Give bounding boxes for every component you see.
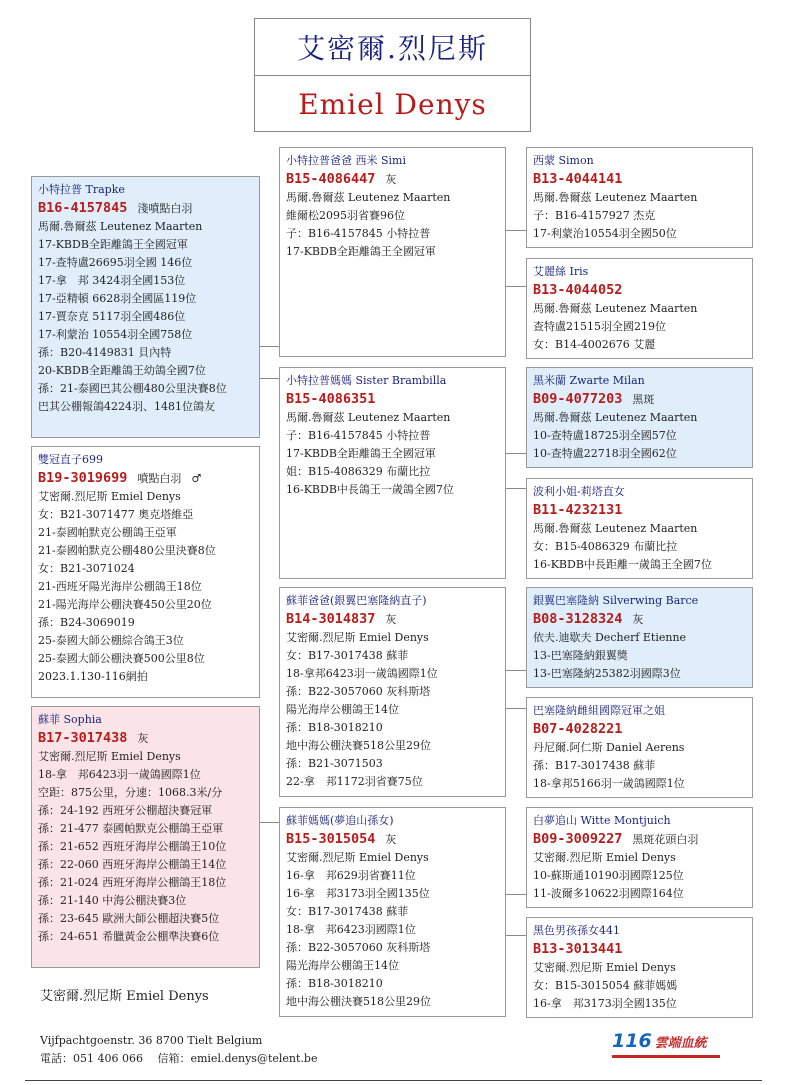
logo-text: 雲端血統 [654, 1036, 707, 1051]
info-line: 18-拿邦5166羽一歲鴿國際1位 [533, 777, 685, 790]
info-line: 孫：B22-3057060 灰科斯塔 [286, 941, 431, 954]
info-line: 艾密爾.烈尼斯 Emiel Denys [286, 851, 429, 864]
logo [612, 1030, 707, 1052]
info-line: 姐：B15-4086329 布蘭比拉 [286, 465, 431, 478]
bird-name: 小特拉普 Trapke [38, 183, 125, 196]
bird-name: 波利小姐-莉塔直女 [533, 485, 625, 498]
info-line: 21-泰國帕默克公棚480公里決賽8位 [38, 544, 216, 557]
bird-name: 小特拉普爸爸 西米 Simi [286, 154, 406, 167]
ring-line [38, 469, 253, 488]
title-box [254, 18, 531, 132]
bottom-rule [25, 1080, 762, 1081]
info-line: 女：B21-3071477 奧克塔維亞 [38, 508, 194, 521]
bird-name: 蘇菲媽媽(夢追山孫女) [286, 814, 394, 827]
dam-dam-dam-card [526, 917, 753, 1018]
info-line: 孫：21-024 西班牙海岸公棚鴿王18位 [38, 876, 227, 889]
ring-line [533, 501, 746, 520]
footer-contact [40, 1032, 317, 1068]
sire-sire-card [279, 147, 506, 357]
info-line: 16-拿 邦3173羽全國135位 [533, 997, 677, 1010]
connector-line [260, 378, 279, 379]
feather-color: 灰 [632, 613, 644, 626]
ring-line [533, 720, 746, 739]
info-line: 10-蘇斯通10190羽國際125位 [533, 869, 684, 882]
connector-line [506, 935, 526, 936]
title-english: Emiel Denys [298, 87, 487, 121]
info-line: 子：B16-4157845 小特拉普 [286, 227, 431, 240]
info-line: 25-泰國大師公棚決賽500公里8位 [38, 652, 205, 665]
bird-name: 蘇菲爸爸(銀翼巴塞隆納直子) [286, 594, 427, 607]
feather-color: 灰 [385, 173, 397, 186]
info-line: 陽光海岸公棚鴿王14位 [286, 959, 399, 972]
info-line: 11-波爾多10622羽國際164位 [533, 887, 684, 900]
info-line: 孫：24-651 希臘黃金公棚準決賽6位 [38, 930, 220, 943]
bird-name: 西蒙 Simon [533, 154, 594, 167]
feather-color: 淺噴點白羽 [137, 202, 193, 215]
connector-line [506, 453, 526, 454]
feather-color: 灰 [385, 613, 397, 626]
info-line: 艾密爾.烈尼斯 Emiel Denys [533, 851, 676, 864]
connector-line [506, 230, 526, 231]
connector-line [260, 822, 279, 823]
info-line: 20-KBDB全距離鴿王幼鴿全國7位 [38, 364, 206, 377]
info-line: 孫：B17-3017438 蘇菲 [533, 759, 656, 772]
info-line: 17-賈奈克 5117羽全國486位 [38, 310, 186, 323]
info-line: 丹尼爾.阿仁斯 Daniel Aerens [533, 741, 685, 754]
info-line: 孫：B22-3057060 灰科斯塔 [286, 685, 431, 698]
info-line: 孫：B20-4149831 貝內特 [38, 346, 172, 359]
info-line: 依夫.迪歇夫 Decherf Etienne [533, 631, 687, 644]
info-line: 13-巴塞隆納銀翼獎 [533, 649, 628, 662]
info-line: 馬爾.魯爾茲 Leutenez Maarten [533, 522, 698, 535]
info-line: 10-查特盧22718羽全國62位 [533, 447, 677, 460]
info-line: 孫：22-060 西班牙海岸公棚鴿王14位 [38, 858, 227, 871]
info-line: 陽光海岸公棚鴿王14位 [286, 703, 399, 716]
info-line: 17-亞精頓 6628羽全國區119位 [38, 292, 197, 305]
info-line: 孫：B18-3018210 [286, 977, 383, 990]
dam-sire-dam-card [526, 697, 753, 798]
info-line: 馬爾.魯爾茲 Leutenez Maarten [286, 191, 451, 204]
title-chinese: 艾密爾.烈尼斯 [255, 19, 530, 76]
info-line: 17-KBDB全距離鴿王全國冠軍 [38, 238, 188, 251]
bird-name: 蘇菲 Sophia [38, 713, 102, 726]
info-line: 孫：B21-3071503 [286, 757, 383, 770]
info-line: 艾密爾.烈尼斯 Emiel Denys [38, 750, 181, 763]
info-line: 17-利蒙治 10554羽全國758位 [38, 328, 193, 341]
ring-line [533, 390, 746, 409]
info-line: 艾密爾.烈尼斯 Emiel Denys [38, 490, 181, 503]
connector-line [506, 708, 526, 709]
info-line: 16-KBDB中長距離一歲鴿王全國7位 [533, 558, 712, 571]
ring-line [533, 610, 746, 629]
info-line: 孫：21-140 中海公棚決賽3位 [38, 894, 187, 907]
ring-number: B13-3013441 [533, 941, 623, 957]
info-line: 10-查特盧18725羽全國57位 [533, 429, 677, 442]
ring-number: B11-4232131 [533, 502, 623, 518]
info-line: 18-拿 邦6423羽國際1位 [286, 923, 416, 936]
feather-color: 噴點白羽 [137, 472, 182, 485]
info-line: 馬爾.魯爾茲 Leutenez Maarten [533, 411, 698, 424]
ring-line [38, 199, 253, 218]
info-line: 16-拿 邦3173羽全國135位 [286, 887, 430, 900]
sire-sire-sire-card [526, 147, 753, 248]
info-line: 查特盧21515羽全國219位 [533, 320, 666, 333]
info-line: 馬爾.魯爾茲 Leutenez Maarten [533, 191, 698, 204]
info-line: 17-KBDB全距離鴿王全國冠軍 [286, 447, 436, 460]
connector-line [260, 346, 279, 347]
info-line: 地中海公棚決賽518公里29位 [286, 739, 431, 752]
ring-number: B13-4044052 [533, 282, 623, 298]
info-line: 2023.1.130-116網拍 [38, 670, 148, 683]
info-line: 孫：23-645 歐洲大師公棚超決賽5位 [38, 912, 220, 925]
sire-sire-dam-card [526, 258, 753, 359]
ring-line [38, 729, 253, 748]
ring-line [533, 940, 746, 959]
info-line: 子：B16-4157845 小特拉普 [286, 429, 431, 442]
info-line: 女：B15-4086329 布蘭比拉 [533, 540, 678, 553]
info-line: 孫：21-652 西班牙海岸公棚鴿王10位 [38, 840, 227, 853]
ring-number: B19-3019699 [38, 470, 128, 486]
info-line: 馬爾.魯爾茲 Leutenez Maarten [533, 302, 698, 315]
ring-number: B09-3009227 [533, 831, 623, 847]
feather-color: 灰 [137, 732, 149, 745]
ring-number: B09-4077203 [533, 391, 623, 407]
dam-dam-sire-card [526, 807, 753, 908]
info-line: 艾密爾.烈尼斯 Emiel Denys [533, 961, 676, 974]
info-line: 孫：24-192 西班牙公棚超決賽冠軍 [38, 804, 213, 817]
ring-number: B13-4044141 [533, 171, 623, 187]
info-line: 馬爾.魯爾茲 Leutenez Maarten [286, 411, 451, 424]
info-line: 女：B21-3071024 [38, 562, 135, 575]
connector-line [506, 286, 526, 287]
connector-line [506, 670, 526, 671]
ring-line [533, 830, 746, 849]
bird-name: 黑色男孩孫女441 [533, 924, 620, 937]
info-line: 17-KBDB全距離鴿王全國冠軍 [286, 245, 436, 258]
feather-color: 黑斑 [632, 393, 655, 406]
info-line: 巴其公棚報鴿4224羽、1481位鴿友 [38, 400, 215, 413]
dam-dam-card [279, 807, 506, 1017]
ring-number: B07-4028221 [533, 721, 623, 737]
info-line: 空距：875公里，分速：1068.3米/分 [38, 786, 223, 799]
info-line: 子：B16-4157927 杰克 [533, 209, 656, 222]
bird-name: 銀翼巴塞隆納 Silverwing Barce [533, 594, 699, 607]
info-line: 21-陽光海岸公棚決賽450公里20位 [38, 598, 212, 611]
ring-number: B16-4157845 [38, 200, 128, 216]
info-line: 16-拿 邦629羽省賽11位 [286, 869, 416, 882]
connector-line [506, 894, 526, 895]
sire-dam-card [279, 367, 506, 579]
info-line: 馬爾.魯爾茲 Leutenez Maarten [38, 220, 203, 233]
bird-name: 艾麗絲 Iris [533, 265, 589, 278]
ring-number: B15-3015054 [286, 831, 376, 847]
info-line: 21-泰國帕默克公棚鴿王亞軍 [38, 526, 177, 539]
dam-sire-card [279, 587, 506, 797]
info-line: 16-KBDB中長鴿王一歲鴿全國7位 [286, 483, 454, 496]
sire-dam-dam-card [526, 478, 753, 579]
bird-name: 小特拉普媽媽 Sister Brambilla [286, 374, 447, 387]
ring-number: B14-3014837 [286, 611, 376, 627]
dam-card [31, 706, 260, 968]
feather-color: 灰 [385, 833, 397, 846]
info-line: 25-泰國大師公棚綜合鴿王3位 [38, 634, 184, 647]
sire-card [31, 176, 260, 438]
ring-number: B17-3017438 [38, 730, 128, 746]
info-line: 18-拿 邦6423羽一歲鴿國際1位 [38, 768, 201, 781]
info-line: 女：B14-4002676 艾麗 [533, 338, 656, 351]
sex-symbol: ♂ [191, 472, 202, 485]
ring-line [286, 610, 499, 629]
info-line: 維爾松2095羽省賽96位 [286, 209, 405, 222]
connector-line [506, 488, 526, 489]
info-line: 18-拿邦6423羽一歲鴿國際1位 [286, 667, 438, 680]
ring-line [533, 281, 746, 300]
ring-number: B08-3128324 [533, 611, 623, 627]
info-line: 女：B17-3017438 蘇菲 [286, 905, 409, 918]
info-line: 17-拿 邦 3424羽全國153位 [38, 274, 186, 287]
subject-card [31, 446, 260, 698]
feather-color: 黑斑花頭白羽 [632, 833, 699, 846]
dam-sire-sire-card [526, 587, 753, 688]
info-line: 17-利蒙治10554羽全國50位 [533, 227, 677, 240]
info-line: 孫：B24-3069019 [38, 616, 135, 629]
info-line: 17-查特盧26695羽全國 146位 [38, 256, 193, 269]
logo-number: 116 [612, 1030, 652, 1052]
info-line: 地中海公棚決賽518公里29位 [286, 995, 431, 1008]
info-line: 女：B17-3017438 蘇菲 [286, 649, 409, 662]
ring-line [533, 170, 746, 189]
info-line: 女：B15-3015054 蘇菲媽媽 [533, 979, 678, 992]
info-line: 21-西班牙陽光海岸公棚鴿王18位 [38, 580, 202, 593]
bird-name: 白夢追山 Witte Montjuich [533, 814, 671, 827]
logo-underline [612, 1055, 720, 1058]
footer-phone-email: 電話：051 406 066 信箱：emiel.denys@telent.be [40, 1052, 318, 1065]
footer-address: Vijfpachtgoenstr. 36 8700 Tielt Belgium [40, 1034, 263, 1047]
info-line: 孫：21-泰國巴其公棚480公里決賽8位 [38, 382, 227, 395]
sire-dam-sire-card [526, 367, 753, 468]
ring-number: B15-4086351 [286, 391, 376, 407]
ring-line [286, 830, 499, 849]
breeder-signature: 艾密爾.烈尼斯 Emiel Denys [40, 989, 209, 1004]
ring-line [286, 390, 499, 409]
info-line: 孫：B18-3018210 [286, 721, 383, 734]
info-line: 艾密爾.烈尼斯 Emiel Denys [286, 631, 429, 644]
ring-line [286, 170, 499, 189]
ring-number: B15-4086447 [286, 171, 376, 187]
bird-name: 雙冠直子699 [38, 453, 103, 466]
bird-name: 黑米蘭 Zwarte Milan [533, 374, 645, 387]
bird-name: 巴塞隆納雌組國際冠軍之姐 [533, 704, 665, 717]
info-line: 孫：21-477 泰國帕默克公棚鴿王亞軍 [38, 822, 224, 835]
info-line: 13-巴塞隆納25382羽國際3位 [533, 667, 681, 680]
info-line: 22-拿 邦1172羽省賽75位 [286, 775, 423, 788]
